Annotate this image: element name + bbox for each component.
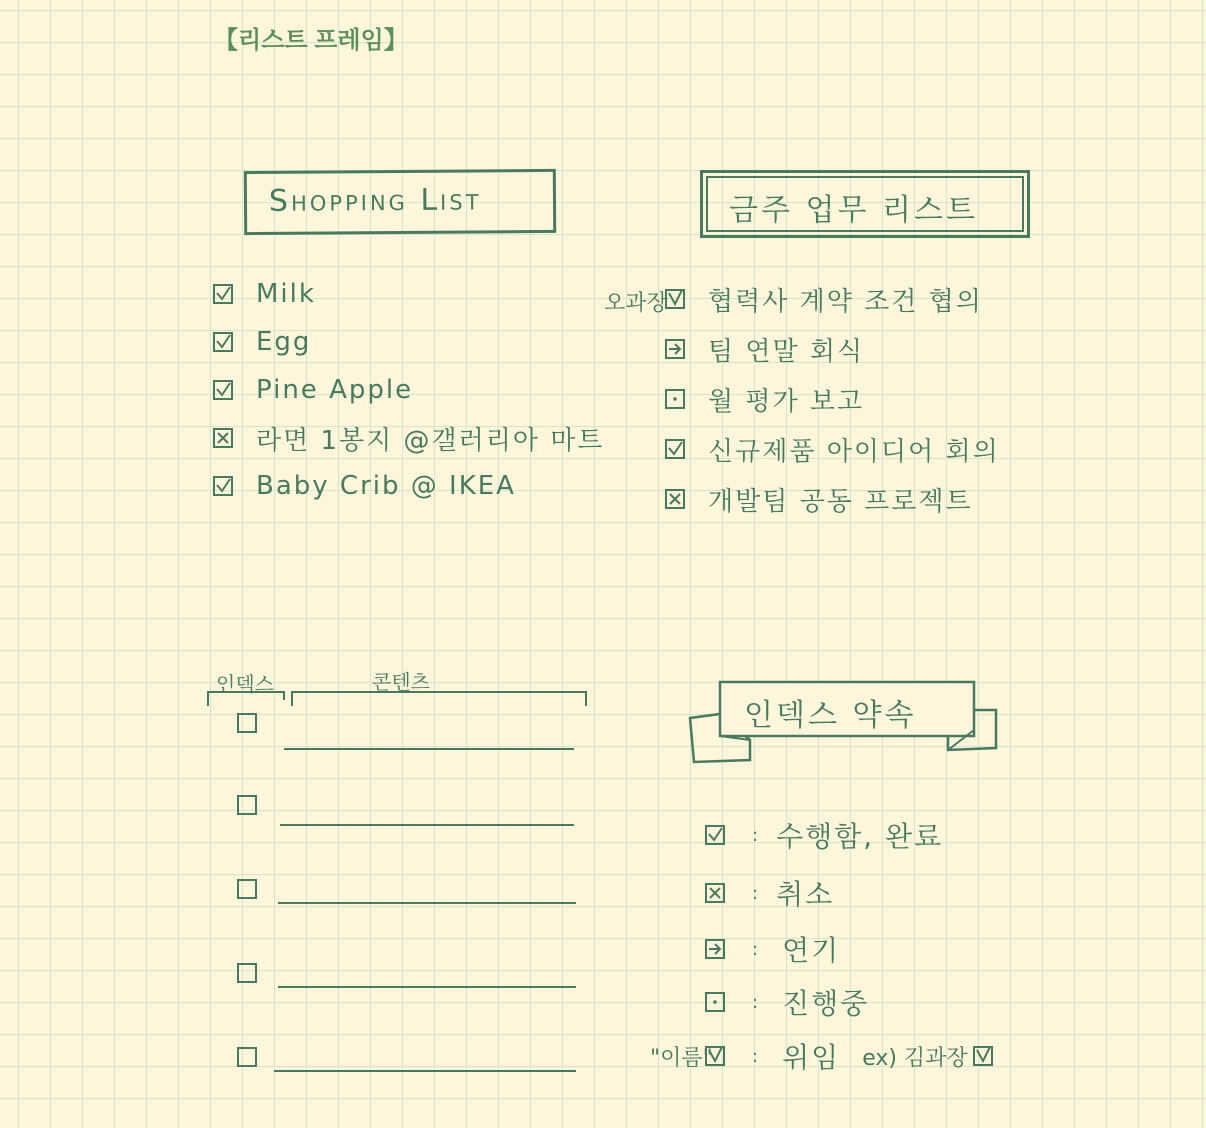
list-item — [664, 274, 1000, 324]
shopping-list-title: Shopping List — [268, 182, 482, 219]
postpone-checkbox-icon — [704, 938, 726, 960]
empty-checkbox-icon[interactable] — [236, 878, 258, 900]
work-list — [664, 274, 1000, 524]
list-item-text: Milk — [256, 279, 316, 309]
work-list-title-frame — [700, 170, 1030, 238]
list-item — [212, 366, 605, 414]
cancel-checkbox-icon[interactable] — [212, 427, 234, 449]
list-item — [212, 270, 605, 318]
list-item — [212, 462, 605, 510]
list-item-text: 월 평가 보고 — [708, 386, 865, 417]
list-item-text: Egg — [256, 327, 312, 357]
page-title: 【리스트 프레임】 — [214, 27, 408, 54]
done-checkbox-icon[interactable] — [212, 283, 234, 305]
list-item — [212, 414, 605, 462]
legend-meaning: 수행함, 완료 — [776, 820, 944, 853]
list-item-text: 협력사 계약 조건 협의 — [708, 286, 983, 317]
done-checkbox-icon[interactable] — [212, 331, 234, 353]
legend-example: ex) 김과장 — [862, 1045, 968, 1071]
legend-item — [650, 1028, 994, 1084]
template-write-line — [284, 748, 574, 750]
legend-separator: : — [752, 938, 761, 960]
legend-title: 인덱스 약속 — [744, 698, 917, 733]
empty-checkbox-icon[interactable] — [236, 962, 258, 984]
legend-meaning: 진행중 — [782, 987, 870, 1020]
empty-checkbox-icon[interactable] — [236, 1046, 258, 1068]
delegate-checkbox-icon[interactable] — [664, 288, 686, 310]
delegate-name: 오과장 — [604, 291, 668, 316]
column-brackets — [204, 686, 594, 710]
empty-checkbox-icon[interactable] — [236, 794, 258, 816]
index-column-label: 인덱스 — [216, 672, 274, 696]
list-item-text: Baby Crib @ IKEA — [256, 471, 516, 501]
done-checkbox-icon[interactable] — [664, 438, 686, 460]
list-item-text: 신규제품 아이디어 회의 — [708, 436, 1000, 467]
list-item-text: 팀 연말 회식 — [708, 336, 865, 367]
progress-checkbox-icon — [704, 991, 726, 1013]
cancel-checkbox-icon[interactable] — [664, 488, 686, 510]
legend-separator: : — [752, 991, 761, 1013]
list-item — [664, 324, 1000, 374]
legend-meaning: 위임 — [782, 1041, 841, 1074]
shopping-list-title-frame — [244, 169, 556, 235]
template-write-line — [278, 986, 576, 988]
empty-checkbox-icon[interactable] — [236, 712, 258, 734]
legend-item — [650, 806, 994, 864]
list-item-text: 라면 1봉지 @갤러리아 마트 — [256, 425, 605, 456]
legend-list — [650, 806, 994, 1084]
delegate-checkbox-icon — [972, 1045, 994, 1067]
postpone-checkbox-icon[interactable] — [664, 338, 686, 360]
legend-meaning: 취소 — [776, 878, 835, 911]
list-item — [664, 374, 1000, 424]
list-item — [664, 474, 1000, 524]
list-item — [664, 424, 1000, 474]
content-column-label: 콘텐츠 — [372, 670, 430, 694]
list-item-text: Pine Apple — [256, 375, 414, 405]
legend-separator: : — [752, 824, 761, 846]
list-item — [212, 318, 605, 366]
work-list-title: 금주 업무 리스트 — [729, 193, 978, 228]
legend-prefix: "이름" — [650, 1045, 713, 1071]
legend-separator: : — [752, 1045, 761, 1067]
template-write-line — [280, 824, 574, 826]
legend-item — [650, 864, 994, 922]
cancel-checkbox-icon — [704, 882, 726, 904]
done-checkbox-icon[interactable] — [212, 379, 234, 401]
shopping-list — [212, 270, 605, 510]
done-checkbox-icon — [704, 824, 726, 846]
progress-checkbox-icon[interactable] — [664, 388, 686, 410]
legend-meaning: 연기 — [782, 934, 841, 967]
legend-separator: : — [752, 882, 761, 904]
template-write-line — [278, 902, 576, 904]
legend-item — [650, 976, 994, 1028]
legend-item — [650, 922, 994, 976]
template-write-line — [274, 1070, 576, 1072]
list-item-text: 개발팀 공동 프로젝트 — [708, 486, 973, 517]
done-checkbox-icon[interactable] — [212, 475, 234, 497]
delegate-checkbox-icon — [704, 1045, 726, 1067]
